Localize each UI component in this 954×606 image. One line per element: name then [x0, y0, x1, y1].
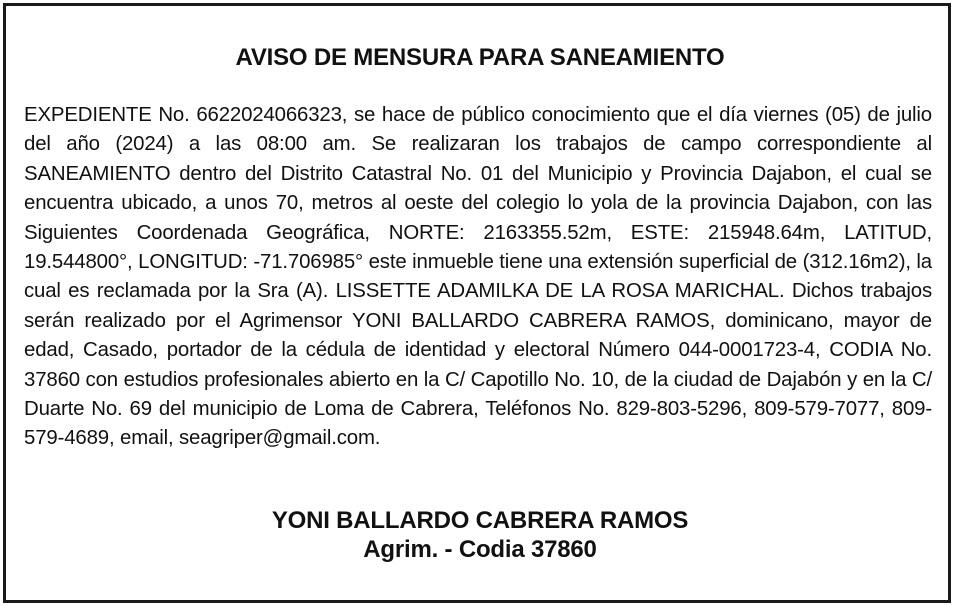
signature-name: YONI BALLARDO CABRERA RAMOS: [271, 507, 689, 534]
notice-frame: [3, 3, 951, 603]
signature-title: Agrim. - Codia 37860: [363, 536, 597, 563]
notice-body: EXPEDIENTE No. 6622024066323, se hace de público conocimiento que el día viernes (05) de julio del año (2024) a las 08:00 am. Se realizaran los trabajos de campo correspondiente al SANEAMIENTO dentro del Distrito Catastral No. 01 del Municipio y Provincia Dajabon, el cual se encuentra ubicado, a unos 70, metros al oeste del colegio lo yola de la provincia Dajabon, con las Siguientes Coordenada Geográfica, NORTE: 2163355.52m, ESTE: 215948.64m, LATITUD, 19.544800°, LONGITUD: -71.706985° este inmueble tiene una extensión superficial de (312.16m2), la cual es reclamada por la Sra (A). LISSETTE ADAMILKA DE LA ROSA MARICHAL. Dichos trabajos serán realizado por el Agrimensor YONI BALLARDO CABRERA RAMOS, dominicano, mayor de edad, Casado, portador de la cédula de identidad y electoral Número 044-0001723-4, CODIA No. 37860 con estudios profesionales abierto en la C/ Capotillo No. 10, de la ciudad de Dajabón y en la C/ Duarte No. 69 del municipio de Loma de Cabrera, Teléfonos No. 829-803-5296, 809-579-7077, 809-579-4689, email, seagriper@gmail.com.: [24, 104, 932, 450]
signature-block: [6, 506, 954, 564]
notice-title: AVISO DE MENSURA PARA SANEAMIENTO: [235, 44, 725, 71]
